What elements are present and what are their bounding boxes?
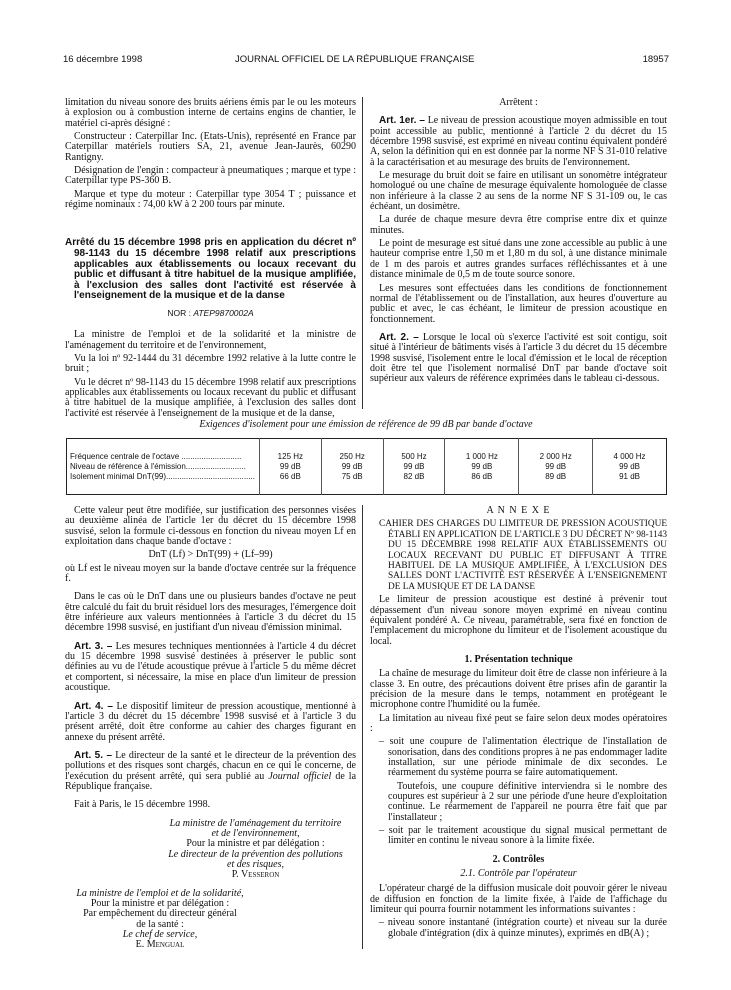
text: et des risques, bbox=[227, 858, 284, 870]
paragraph: limitation du niveau sonore des bruits aériens émis par le ou les moteurs à explosion ou à combustion interne de certains engins de chantier, le matériel ci-après désigné : bbox=[65, 97, 356, 129]
article-label: Art. 2. – bbox=[379, 331, 419, 343]
article-5 bbox=[65, 751, 356, 792]
table-column bbox=[259, 439, 321, 495]
signature-block-2 bbox=[65, 889, 255, 951]
list-item: – niveau sonore instantané (intégration courte) et niveau sur la durée globale d'intégration (dix à quinze minutes), exprimés en dB(A) ; bbox=[379, 917, 667, 939]
text: et de l'environnement, bbox=[211, 827, 300, 839]
paragraph: La chaîne de mesurage du limiteur doit être de classe non inférieure à la classe 3. En outre, des précautions doivent être prises afin de garantir la précision de la mesure dans le temps, notamment en protégeant le microphone contre l'humidité ou la fumée. bbox=[370, 668, 667, 711]
header-date: 16 décembre 1998 bbox=[63, 54, 143, 65]
list-item: – soit par le traitement acoustique du signal musical permettant de limiter en continu le niveau sonore à la limite fixée. bbox=[379, 825, 667, 847]
signature-block-1 bbox=[155, 819, 356, 881]
text: La ministre de l'emploi et de la solidarité, bbox=[76, 887, 244, 899]
formula: DnT (Lf) > DnT(99) + (Lf–99) bbox=[148, 549, 273, 561]
paragraph: Vu le décret nº 98-1143 du 15 décembre 1998 relatif aux prescriptions applicables aux établissements ou locaux recevant du public et diffusant à titre habituel de la musique amplifiée, à l'exclusion des salles dont l'activité est réservée à l'enseignement de la musique et de la danse, bbox=[65, 376, 356, 419]
fait-a-paris: Fait à Paris, le 15 décembre 1998. bbox=[74, 799, 211, 811]
text: 4 000 Hz bbox=[613, 451, 646, 461]
table-column bbox=[321, 439, 383, 495]
paragraph: La ministre de l'emploi et de la solidarité et la ministre de l'aménagement du territoire et de l'environnement, bbox=[65, 329, 356, 351]
annexe-heading: A N N E X E bbox=[486, 505, 551, 516]
right-column-top bbox=[370, 98, 667, 388]
text: 500 Hz bbox=[401, 451, 427, 461]
text: Art. 4. – bbox=[74, 700, 113, 712]
nor-value: ATEP9870002A bbox=[193, 308, 254, 318]
text: 99 dB bbox=[403, 461, 425, 471]
paragraph: Cette valeur peut être modifiée, sur justification des personnes visées au deuxième alinéa de l'article 1er du décret du 15 décembre 1998 susvisé, selon la formule ci-dessous en fonction du niveau moyen Lf en exploitation dans chaque bande d'octave : bbox=[65, 505, 356, 548]
paragraph: Constructeur : Caterpillar Inc. (Etats-Unis), représenté en France par Caterpillar matériels routiers SA, 21, avenue Jean-Jaurès, 60290 Rantigny. bbox=[65, 131, 356, 163]
text: 99 dB bbox=[279, 461, 301, 471]
right-column-bottom bbox=[370, 506, 667, 942]
list-item: – soit une coupure de l'alimentation électrique de l'installation de sonorisation, dans des conditions propres à ne pas endommager ladite installation, sur une période minimale de dix secondes. Le réarmement du système pourra se faire automatiquement. bbox=[379, 736, 667, 779]
section-heading: 1. Présentation technique bbox=[464, 653, 573, 665]
subsection-heading: 2.1. Contrôle par l'opérateur bbox=[460, 868, 577, 880]
paragraph: Marque et type du moteur : Caterpillar type 3054 T ; puissance et régime nominaux : 74,00 kW à 2 200 tours par minute. bbox=[65, 188, 356, 211]
header-title: JOURNAL OFFICIEL DE LA RÉPUBLIQUE FRANÇAISE bbox=[235, 54, 475, 65]
article-1 bbox=[370, 116, 667, 168]
paragraph: La limitation au niveau fixé peut se faire selon deux modes opératoires : bbox=[370, 712, 667, 734]
text: 86 dB bbox=[471, 471, 493, 481]
table-caption: Exigences d'isolement pour une émission de référence de 99 dB par bande d'octave bbox=[199, 419, 533, 430]
article-3 bbox=[65, 642, 356, 694]
article-2 bbox=[370, 333, 667, 385]
text: Les mesures techniques mentionnées à l'article 4 du décret du 15 décembre 1998 susvisé destinées à préserver le public sont définies au vu de l'étude acoustique prévue à l'article 5 du même décret et comportent, si nécessaire, la mise en place d'un limiteur de pression acoustique. bbox=[65, 640, 356, 694]
text: 75 dB bbox=[341, 471, 363, 481]
text: Le directeur de la santé et le directeur de la prévention des pollutions et des risques sont chargés, chacun en ce qui le concerne, de l'exécution du présent arrêté, qui sera publié au bbox=[65, 749, 357, 782]
column-divider bbox=[362, 97, 363, 409]
text: Le directeur de la prévention des pollutions bbox=[168, 848, 343, 860]
paragraph: Désignation de l'engin : compacteur à pneumatiques ; marque et type : Caterpillar type PS-360 B. bbox=[65, 165, 356, 187]
article-text: Le niveau de pression acoustique moyen admissible en tout point accessible au public, mentionné à l'article 2 du décret du 15 décembre 1998 susvisé, est exprimé en niveau continu équivalent pondéré A, selon la définition qui en est donnée par la norme NF S 31-010 relative à la caractérisation et au mesurage des bruits de l'environnement. bbox=[370, 115, 667, 168]
article-label: Art. 1er. – bbox=[379, 115, 425, 127]
text: de la santé : bbox=[136, 918, 184, 930]
article-text: Lorsque le local où s'exerce l'activité est soit contigu, soit situé à l'intérieur de bâtiments visés à l'article 3 du décret du 15 décembre 1998 susvisé, l'isolement entre le local d'émission et le local de réception doit être tel que l'isolement normalisé DnT par bande d'octave soit supérieur aux valeurs de référence exprimées dans le tableau ci-dessous. bbox=[370, 331, 667, 385]
text: Pour la ministre et par délégation : bbox=[90, 898, 230, 909]
article-4 bbox=[65, 702, 356, 743]
text: La ministre de l'aménagement du territoire bbox=[169, 817, 342, 829]
table-column bbox=[383, 439, 445, 495]
text: Par empêchement du directeur général bbox=[83, 908, 237, 920]
row-labels bbox=[67, 439, 260, 495]
text: Le dispositif limiteur de pression acoustique, mentionné à l'article 3 du décret du 15 décembre 1998 susvisé et à l'article 3 du présent arrêté, doit être conforme au cahier des charges figurant en annexe du présent arrêté. bbox=[65, 700, 356, 743]
nor-label: NOR : bbox=[167, 308, 191, 318]
text: E. Mengual bbox=[135, 939, 185, 951]
isolation-table bbox=[66, 438, 667, 495]
text: 82 dB bbox=[403, 471, 425, 481]
paragraph: Le limiteur de pression acoustique est destiné à prévenir tout dépassement d'un niveau sonore moyen exprimé en niveau continu équivalent pondéré A. Ce niveau, paramétrable, sera fixé en fonction de l'emplacement du microphone du limiteur et de l'isolement acoustique du local. bbox=[370, 594, 667, 647]
column-divider bbox=[362, 505, 363, 949]
paragraph: L'opérateur chargé de la diffusion musicale doit pouvoir gérer le niveau de diffusion en fonction de la limite fixée, à l'aide de l'affichage du limiteur qui pourra fournir notamment les informations suivantes : bbox=[370, 883, 667, 916]
left-column-bottom bbox=[65, 506, 356, 951]
row-label: Niveau de référence à l'émission........................... bbox=[70, 461, 246, 471]
text: 89 dB bbox=[545, 471, 567, 481]
text: Journal officiel bbox=[268, 770, 332, 782]
text: de la République française. bbox=[65, 770, 357, 792]
header-page-number: 18957 bbox=[642, 54, 669, 65]
paragraph: Dans le cas où le DnT dans une ou plusieurs bandes d'octave ne peut être calculé du fait du bruit résiduel lors des mesurages, l'émergence doit être inférieure aux valeurs mentionnées à l'article 3 du décret du 15 décembre 1998 susvisé, en justifiant d'un niveau d'émission minimal. bbox=[65, 591, 356, 634]
decree-title: Arrêté du 15 décembre 1998 pris en application du décret nº 98-1143 du 15 décembre 1998 relatif aux prescriptions applicables aux établissements ou locaux recevant du public et diffusant à titre habituel de la musique amplifiée, à l'exclusion des salles dont l'activité est réservée à l'enseignement de la musique et de la danse bbox=[65, 237, 356, 302]
table-column bbox=[519, 439, 593, 495]
text: Le chef de service, bbox=[122, 929, 198, 941]
text: Art. 5. – bbox=[74, 749, 113, 761]
nor-reference bbox=[65, 308, 356, 318]
text: 66 dB bbox=[279, 471, 301, 481]
arretent: Arrêtent : bbox=[499, 97, 538, 108]
table-column bbox=[445, 439, 519, 495]
text: Art. 3. – bbox=[74, 640, 113, 652]
paragraph: Le mesurage du bruit doit se faire en utilisant un sonomètre intégrateur homologué ou une chaîne de mesurage équivalente homologuée de classe non inférieure à la classe 2 au sens de la norme NF S 31-109 ou, le cas échéant, un dosimètre. bbox=[370, 170, 667, 213]
text: 2 000 Hz bbox=[539, 451, 572, 461]
paragraph: où Lf est le niveau moyen sur la bande d'octave centrée sur la fréquence f. bbox=[65, 562, 356, 585]
text: P. Vesseron bbox=[231, 869, 280, 881]
text: 99 dB bbox=[545, 461, 567, 471]
row-label: Isolement minimal DnT(99)........................................ bbox=[70, 471, 255, 481]
annexe-title: CAHIER DES CHARGES DU LIMITEUR DE PRESSION ACOUSTIQUE ÉTABLI EN APPLICATION DE L'ARTICLE 3 DU DÉCRET Nº 98-1143 DU 15 DÉCEMBRE 1998 RELATIF AUX ÉTABLISSEMENTS OU LOCAUX RECEVANT DU PUBLIC ET DIFFUSANT À TITRE HABITUEL DE LA MUSIQUE AMPLIFIÉE, À L'EXCLUSION DES SALLES DONT L'ACTIVITÉ EST RÉSERVÉE À L'ENSEIGNEMENT DE LA MUSIQUE ET DE LA DANSE bbox=[379, 519, 667, 592]
text: 91 dB bbox=[619, 471, 640, 481]
paragraph: Les mesures sont effectuées dans les conditions de fonctionnement normal de l'établissement ou de l'installation, aux heures d'ouverture au public et avec, le cas échéant, le limiteur de pression acoustique en fonctionnement. bbox=[370, 282, 667, 325]
text: Pour la ministre et par délégation : bbox=[186, 838, 325, 850]
table-column bbox=[593, 439, 667, 495]
text: 125 Hz bbox=[277, 451, 304, 461]
section-heading: 2. Contrôles bbox=[492, 853, 545, 865]
left-column-top bbox=[65, 98, 356, 422]
table-row bbox=[67, 439, 667, 495]
text: 1 000 Hz bbox=[465, 451, 498, 461]
text: 99 dB bbox=[341, 461, 363, 471]
row-label: Fréquence centrale de l'octave ........................... bbox=[70, 451, 242, 461]
paragraph: Vu la loi nº 92-1444 du 31 décembre 1992 relative à la lutte contre le bruit ; bbox=[65, 353, 356, 375]
list-item-continuation: Toutefois, une coupure définitive interviendra si le nombre des coupures est supérieur à 2 sur une période d'une heure d'exploitation continue. Le réarmement de l'appareil ne pourra être fait que par l'installateur ; bbox=[388, 780, 667, 823]
paragraph: La durée de chaque mesure devra être comprise entre dix et quinze minutes. bbox=[370, 214, 667, 236]
text: 250 Hz bbox=[339, 451, 365, 461]
text: 99 dB bbox=[471, 461, 493, 471]
paragraph: Le point de mesurage est situé dans une zone accessible au public à une hauteur comprise entre 1,50 m et 1,80 m du sol, à une distance minimale de 1 m des parois et autres grandes surfaces réfléchissantes et à une distance minimale de 0,5 m de toute source sonore. bbox=[370, 238, 667, 281]
text: 99 dB bbox=[619, 461, 640, 471]
